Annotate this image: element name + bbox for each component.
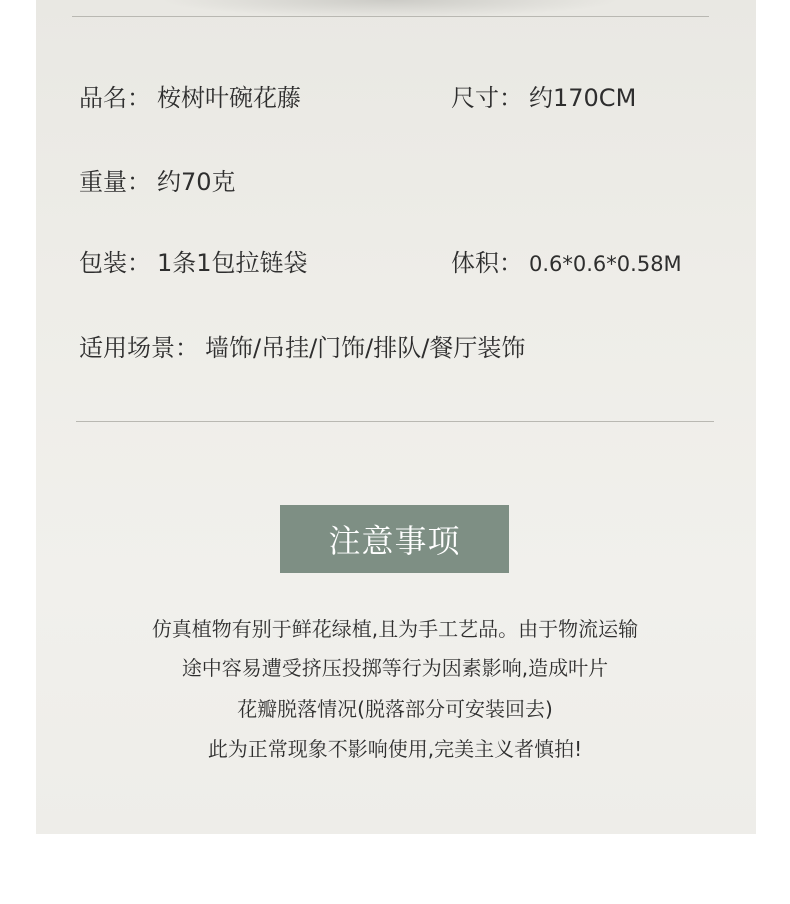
- spec-weight-value: 约70克: [157, 168, 236, 196]
- spec-size-label: 尺寸：: [451, 84, 523, 112]
- spec-weight-label: 重量：: [79, 168, 151, 196]
- spec-volume-value: 0.6*0.6*0.58M: [529, 252, 682, 276]
- notice-line-1: 仿真植物有别于鲜花绿植,且为手工艺品。由于物流运输: [151, 617, 639, 641]
- spec-volume-label: 体积：: [451, 249, 523, 277]
- notice-line-4: 此为正常现象不影响使用,完美主义者慎拍!: [207, 737, 583, 761]
- spec-scene: [79, 334, 525, 362]
- spec-packaging-label: 包装：: [79, 249, 151, 277]
- spec-name: [79, 84, 301, 112]
- spec-scene-label: 适用场景：: [79, 334, 199, 362]
- notice-line-3: 花瓣脱落情况(脱落部分可安装回去): [237, 697, 553, 721]
- spec-size: [451, 84, 636, 112]
- spec-scene-value: 墙饰/吊挂/门饰/排队/餐厅装饰: [205, 334, 526, 362]
- notice-badge: [280, 505, 509, 573]
- spec-packaging: [79, 249, 308, 277]
- spec-name-label: 品名：: [79, 84, 151, 112]
- spec-volume: [451, 249, 682, 278]
- spec-weight: [79, 168, 236, 196]
- notice-title: 注意事项: [328, 522, 461, 560]
- section-divider: [76, 421, 714, 422]
- spec-packaging-value: 1条1包拉链袋: [157, 249, 308, 277]
- top-divider: [72, 16, 709, 17]
- spec-name-value: 桉树叶碗花藤: [157, 84, 301, 112]
- spec-size-value: 约170CM: [529, 84, 637, 112]
- notice-line-2: 途中容易遭受挤压投掷等行为因素影响,造成叶片: [181, 656, 609, 680]
